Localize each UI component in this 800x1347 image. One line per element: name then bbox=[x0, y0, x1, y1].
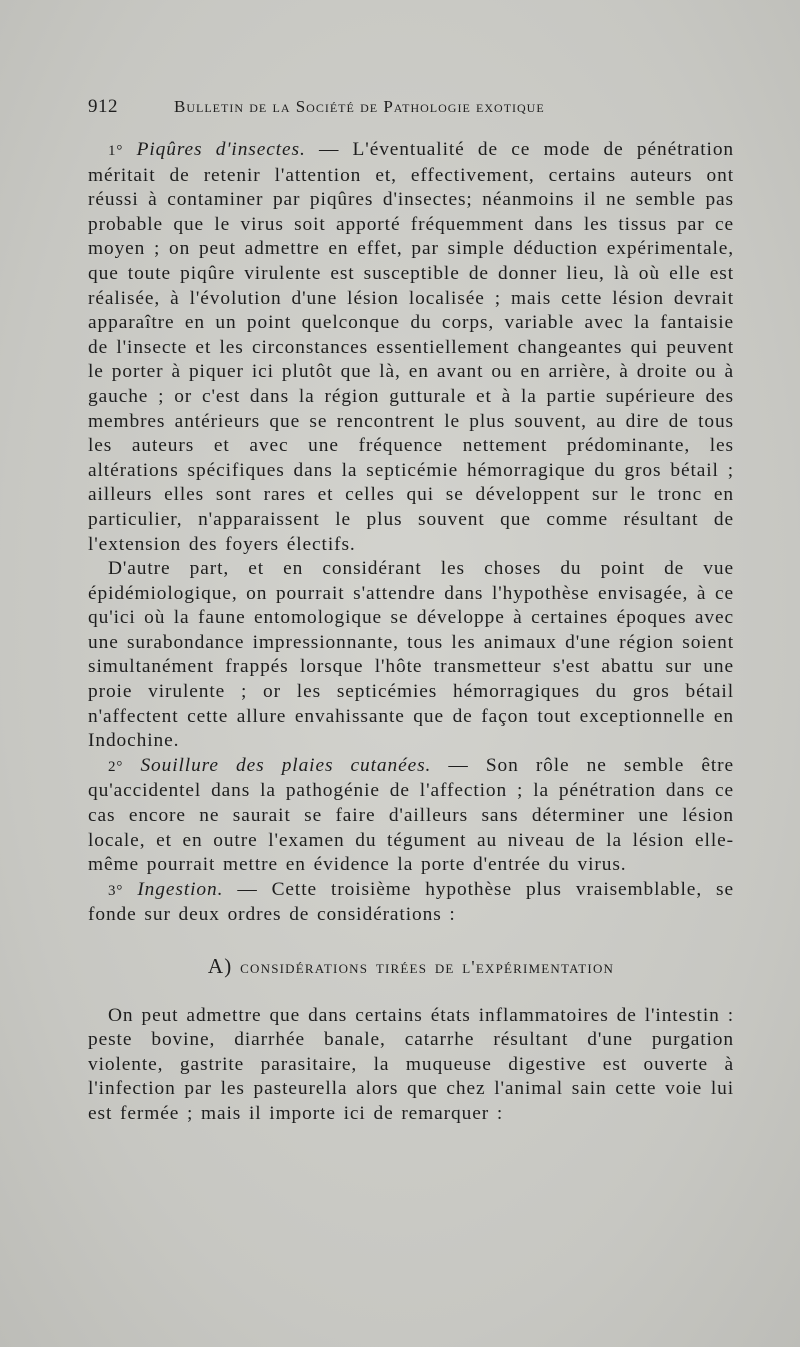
section-heading bbox=[88, 954, 734, 980]
item-title: Ingestion. bbox=[137, 878, 224, 900]
item-number: 1° bbox=[108, 143, 124, 159]
page-number: 912 bbox=[88, 96, 118, 117]
item-number: 2° bbox=[108, 758, 124, 775]
paragraph-text: — L'éventualité de ce mode de pénétration méritait de retenir l'attention et, effectivement, certains auteurs ont réussi à contaminer par piqûres d'insectes; néanmoins il ne semble pas probable que le virus soit apporté fréquemment dans les tissus par ce moyen ; on peut admettre en effet, par simple déduction expérimentale, que toute piqûre virulente est susceptible de donner lieu, là où elle est réalisée, à l'évolution d'une lésion localisée ; mais cette lésion devrait apparaître en un point quelconque du corps, variable avec la fantaisie de l'insecte et les circonstances essentiellement changeantes qui peuvent le porter à piquer ici plutôt que là, en avant ou en arrière, à droite ou à gauche ; or c'est dans la région gutturale et à la partie supérieure des membres antérieurs que se rencontrent le plus souvent, au dire de tous les auteurs et avec une fréquence nettement prédominante, les altérations spécifiques dans la septicémie hémorragique du gros bétail ; ailleurs elles sont rares et celles qui se développent sur le tronc en particulier, n'apparaissent le plus souvent que comme résultant de l'extension des foyers électifs. bbox=[88, 139, 735, 555]
section-heading-text: considérations tirées de l'expérimentation bbox=[240, 957, 615, 977]
item-title: Souillure des plaies cutanées. bbox=[140, 754, 432, 776]
paragraph-insect-bites bbox=[88, 138, 734, 557]
paragraph-ingestion bbox=[88, 878, 734, 928]
item-number: 3° bbox=[108, 882, 124, 899]
paragraph-intestine bbox=[88, 1004, 734, 1127]
paragraph-epidemiology bbox=[88, 557, 734, 754]
body-text bbox=[88, 138, 734, 1127]
paragraph-text: — Cette troisième hypothèse plus vraisemblable, se fonde sur deux ordres de considérations : bbox=[88, 878, 735, 926]
running-title: Bulletin de la Société de Pathologie exotique bbox=[174, 97, 545, 116]
running-header bbox=[88, 96, 738, 118]
paragraph-skin-wounds bbox=[88, 754, 734, 878]
paragraph-text: D'autre part, et en considérant les choses du point de vue épidémiologique, on pourrait s'attendre dans l'hypothèse envisagée, à ce qu'ici où la faune entomologique se développe à certaines époques avec une surabondance impressionnante, tous les animaux d'une région soient simultanément frappés lorsque l'hôte transmetteur s'est abattu sur une proie virulente ; or les septicémies hémorragiques du gros bétail n'affectent cette allure envahissante que de façon tout exceptionnelle en Indochine. bbox=[88, 558, 734, 752]
paragraph-text: — Son rôle ne semble être qu'accidentel dans la pathogénie de l'affection ; la pénétration dans ce cas encore ne saurait se faire d'ailleurs sans déterminer une lésion locale, et en outre l'examen du tégument au niveau de la lésion elle-même pourrait mettre en évidence la porte d'entrée du virus. bbox=[88, 754, 734, 876]
section-letter: A) bbox=[207, 954, 233, 978]
item-title: Piqûres d'insectes. bbox=[136, 139, 306, 160]
paragraph-text: On peut admettre que dans certains états inflammatoires de l'intestin : peste bovine, diarrhée banale, catarrhe résultant d'une purgation violente, gastrite parasitaire, la muqueuse digestive est ouverte à l'infection par les pasteurella alors que chez l'animal sain cette voie lui est fermée ; mais il importe ici de remarquer : bbox=[88, 1004, 734, 1124]
